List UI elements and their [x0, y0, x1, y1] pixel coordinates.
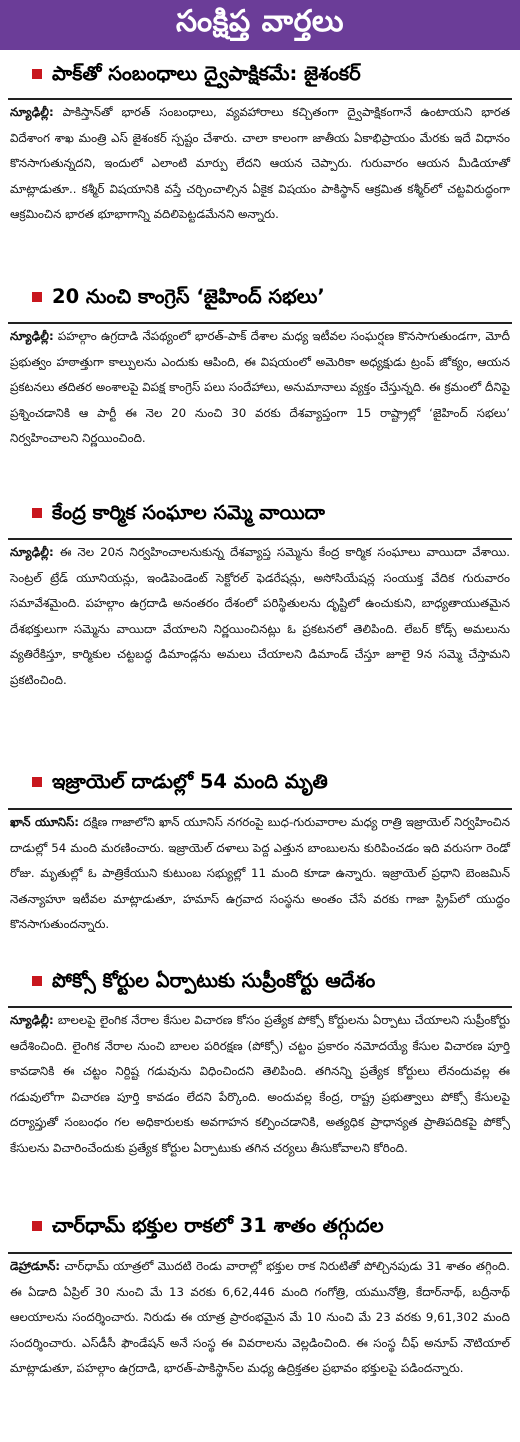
- article-headline: [8, 272, 512, 322]
- article-headline: [8, 1200, 512, 1252]
- bullet-icon: [32, 69, 42, 79]
- article-body: [8, 100, 512, 228]
- article-text: పాకిస్తాన్‌తో భారత్ సంబంధాలు, వ్యవహారాలు కచ్చితంగా ద్వైపాక్షికంగానే ఉంటాయని భారత విదేశాంగ శాఖ మంత్రి ఎస్ జైశంకర్ స్పష్టం చేశారు. చాలా కాలంగా జాతీయ ఏకాభిప్రాయం మేరకు ఇదే విధానం కొనసాగుతున్నదని, ఇందులో ఎలాంటి మార్పు లేదని ఆయన చెప్పారు. గురువారం ఆయన మీడియాతో మాట్లాడుతూ.. కశ్మీర్ విషయానికి వస్తే చర్చించాల్సిన ఏకైక విషయం పాకిస్థాన్ ఆక్రమిత కశ్మీర్‌లో చట్టవిరుద్ధంగా ఆక్రమించిన భారత భూభాగాన్ని వదిలిపెట్టడమేనని అన్నారు.: [10, 105, 511, 222]
- article-dateline: న్యూఢిల్లీ:: [10, 545, 54, 559]
- article-text: ఈ నెల 20న నిర్వహించాలనుకున్న దేశవ్యాప్త సమ్మెను కేంద్ర కార్మిక సంఘాలు వాయిదా వేశాయి. సెంట్రల్ ట్రేడ్ యూనియన్లు, ఇండిపెండెంట్ సెక్టోరల్ ఫెడరేషన్లు, అసోసియేషన్ల సంయుక్త వేదిక గురువారం సమావేశమైంది. పహల్గాం ఉగ్రదాడి అనంతరం దేశంలో పరిస్థితులను దృష్టిలో ఉంచుకుని, బాధ్యతాయుతమైన దేశభక్తులుగా సమ్మెను వాయిదా వేయాలని నిర్ణయించినట్లు ఓ ప్రకటనలో తెలిపింది. లేబర్ కోడ్స్ అమలును వ్యతిరేకిస్తూ, కార్మికుల చట్టబద్ధ డిమాండ్లను అమలు చేయాలని డిమాండ్ చేస్తూ జూలై 9న సమ్మె చేస్తామని ప్రకటించింది.: [10, 545, 510, 687]
- article-text: దక్షిణ గాజాలోని ఖాన్ యూనిస్ నగరంపై బుధ-గురువారాల మధ్య రాత్రి ఇజ్రాయెల్ నిర్వహించిన దాడుల్లో 54 మంది మరణించారు. ఇజ్రాయెల్ దళాలు పెద్ద ఎత్తున బాంబులను కురిపించడం ఇది వరుసగా రెండో రోజు. మృతుల్లో ఓ పాత్రికేయుని కుటుంబ సభ్యుల్లో 11 మంది కూడా ఉన్నారు. ఇజ్రాయెల్ ప్రధాని బెంజమిన్ నెతన్యాహూ ఇటీవల మాట్లాడుతూ, హమాస్ ఉగ్రవాద సంస్థను అంతం చేసే వరకు గాజా స్ట్రిప్‌లో యుద్ధం కొనసాగుతుందన్నారు.: [10, 815, 510, 932]
- article-headline: [8, 756, 512, 808]
- bullet-icon: [32, 976, 42, 986]
- article-body: [8, 540, 512, 694]
- article-headline: [8, 956, 512, 1006]
- news-article-5: [6, 956, 514, 1200]
- bullet-icon: [32, 508, 42, 518]
- section-title: సంక్షిప్త వార్తలు: [175, 4, 345, 39]
- news-article-2: [6, 272, 514, 488]
- section-header: [0, 0, 520, 50]
- news-article-1: [6, 50, 514, 272]
- bullet-icon: [32, 777, 42, 787]
- headline-text: ఇజ్రాయెల్ దాడుల్లో 54 మంది మృతి: [52, 770, 328, 794]
- article-text: పహల్గాం ఉగ్రదాడి నేపథ్యంలో భారత్-పాక్ దేశాల మధ్య ఇటీవల సంఘర్షణ కొనసాగుతుండగా, మోదీ ప్రభుత్వం హఠాత్తుగా కాల్పులను ఎందుకు ఆపింది, ఈ విషయంలో అమెరికా అధ్యక్షుడు ట్రంప్ జోక్యం, ఆయన ప్రకటనలు తదితర అంశాలపై విపక్ష కాంగ్రెస్ పలు సందేహాలు, అనుమానాలు వ్యక్తం చేస్తున్నది. ఈ క్రమంలో దీనిపై ప్రశ్నించడానికి ఆ పార్టీ ఈ నెల 20 నుంచి 30 వరకు దేశవ్యాప్తంగా 15 రాష్ట్రాల్లో ‘జైహింద్ సభలు’ నిర్వహించాలని నిర్ణయించింది.: [10, 329, 510, 446]
- article-body: [8, 1254, 512, 1382]
- headline-text: చార్‌ధామ్ భక్తుల రాకలో 31 శాతం తగ్గుదల: [52, 1214, 384, 1238]
- article-dateline: న్యూఢిల్లీ:: [10, 105, 54, 119]
- headline-text: పోక్సో కోర్టుల ఏర్పాటుకు సుప్రీంకోర్టు ఆదేశం: [52, 969, 376, 993]
- news-article-3: [6, 488, 514, 756]
- headline-text: పాక్‌తో సంబంధాలు ద్వైపాక్షికమే: జైశంకర్: [52, 62, 361, 86]
- bullet-icon: [32, 292, 42, 302]
- article-headline: [8, 488, 512, 538]
- article-text: చార్‌ధామ్ యాత్రలో మొదటి రెండు వారాల్లో భక్తుల రాక నిరుటితో పోల్చినపుడు 31 శాతం తగ్గింది. ఈ ఏడాది ఏప్రిల్ 30 నుంచి మే 13 వరకు 6,62,446 మంది గంగోత్రి, యమునోత్రి, కేదార్‌నాథ్, బద్రీనాథ్ ఆలయాలను సందర్శించారు. నిరుడు ఈ యాత్ర ప్రారంభమైన మే 10 నుంచి మే 23 వరకు 9,61,302 మంది సందర్శించారు. ఎస్‌డీసీ ఫౌండేషన్ అనే సంస్థ ఈ వివరాలను వెల్లడించింది. ఈ సంస్థ చీఫ్ అనూప్ నౌటియాల్ మాట్లాడుతూ, పహల్గాం ఉగ్రదాడి, భారత్-పాకిస్థాన్‌ల మధ్య ఉద్రిక్తతల ప్రభావం భక్తులపై పడిందన్నారు.: [10, 1259, 510, 1376]
- headline-text: కేంద్ర కార్మిక సంఘాల సమ్మె వాయిదా: [52, 501, 325, 525]
- article-body: [8, 810, 512, 938]
- article-dateline: న్యూఢిల్లీ:: [10, 329, 54, 343]
- article-body: [8, 1008, 512, 1162]
- article-text: బాలలపై లైంగిక నేరాల కేసుల విచారణ కోసం ప్రత్యేక పోక్సో కోర్టులను ఏర్పాటు చేయాలని సుప్రీంకోర్టు ఆదేశించింది. లైంగిక నేరాల నుంచి బాలల పరిరక్షణ (పోక్సో) చట్టం ప్రకారం నమోదయ్యే కేసుల విచారణ పూర్తి కావడానికి ఈ చట్టం నిర్దిష్ట గడువును విధించిందని తెలిపింది. తగినన్ని ప్రత్యేక కోర్టులు లేనందువల్ల ఈ గడువులోగా విచారణ పూర్తి కావడం లేదని పేర్కొంది. అందువల్ల కేంద్ర, రాష్ట్ర ప్రభుత్వాలు పోక్సో కేసులపై దర్యాప్తుతో సంబంధం గల అధికారులకు అవగాహన కల్పించడానికి, అత్యధిక ప్రాధాన్యత ప్రాతిపదికపై పోక్సో కేసులను విచారించేందుకు ప్రత్యేక కోర్టుల ఏర్పాటుకు తగిన చర్యలు తీసుకోవాలని కోరింది.: [10, 1013, 510, 1155]
- headline-text: 20 నుంచి కాంగ్రెస్ ‘జైహింద్ సభలు’: [52, 285, 325, 309]
- article-body: [8, 324, 512, 452]
- article-dateline: డెహ్రాడూన్:: [10, 1259, 61, 1273]
- article-dateline: న్యూఢిల్లీ:: [10, 1013, 54, 1027]
- article-dateline: ఖాన్ యూనిస్:: [10, 815, 80, 829]
- bullet-icon: [32, 1221, 42, 1231]
- article-headline: [8, 50, 512, 98]
- news-article-6: [6, 1200, 514, 1430]
- news-article-4: [6, 756, 514, 956]
